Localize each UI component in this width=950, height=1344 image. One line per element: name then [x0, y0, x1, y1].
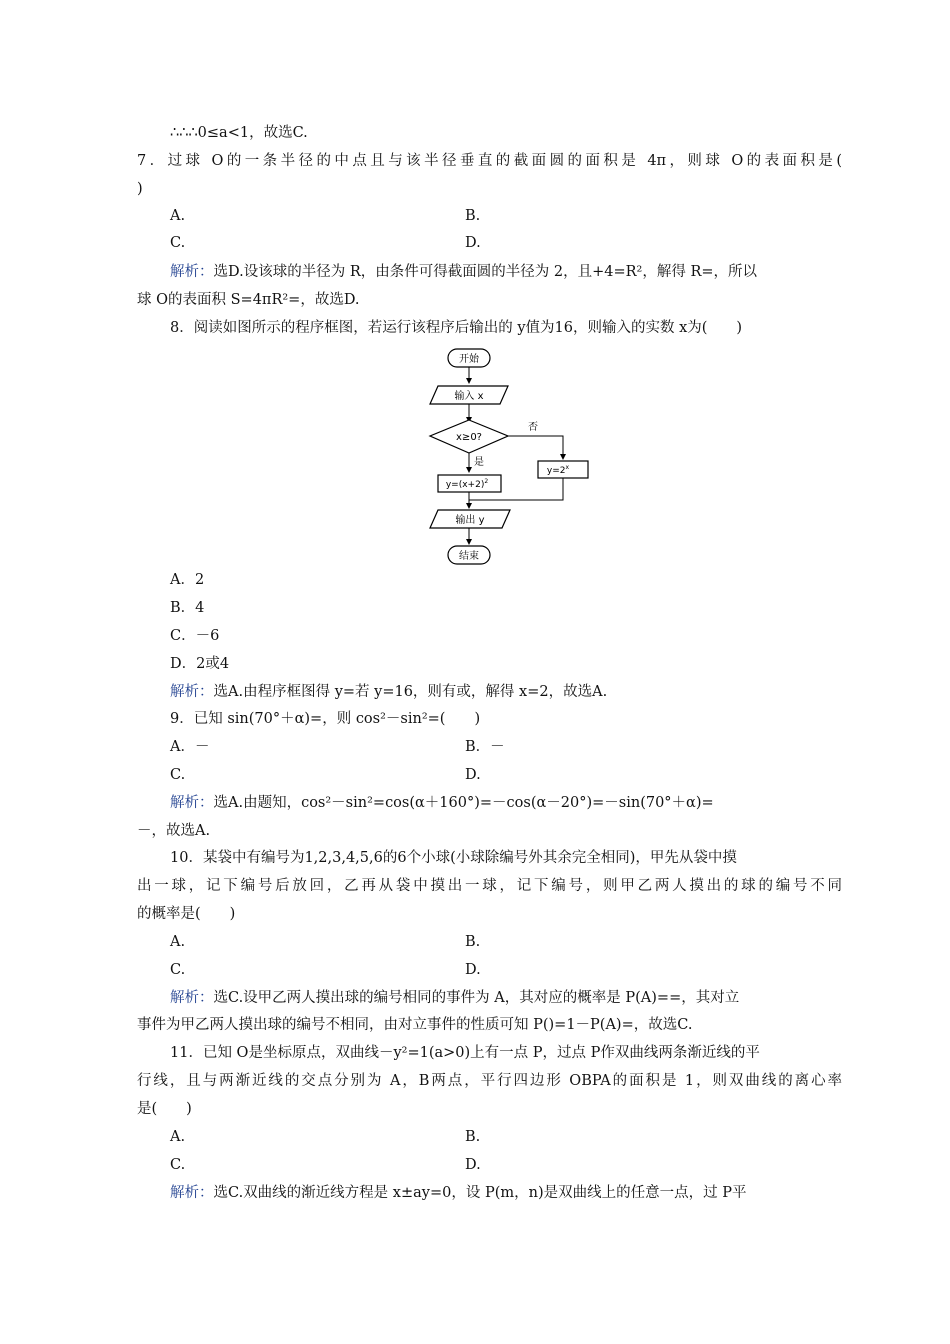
output-label: 输出 y	[455, 515, 485, 526]
solution-label: 解析：	[170, 795, 214, 811]
solution-text: 选A.由题知，cos²－sin²=cos(α＋160°)=－cos(α－20°)=－sin(70°＋α)=	[213, 795, 714, 811]
solution-7	[170, 262, 757, 282]
option-b: B.	[465, 1129, 481, 1145]
option-b: B．4	[170, 600, 205, 616]
solution-text: 选D.设该球的半径为 R，由条件可得截面圆的半径为 2，且+4=R²，解得 R=，所以	[213, 264, 758, 280]
solution-11	[170, 1183, 746, 1203]
option-c: C.	[170, 767, 186, 783]
option-b: B．－	[465, 739, 505, 755]
option-c: C.	[170, 235, 186, 251]
question-11-stem: 11．已知 O是坐标原点，双曲线－y²=1(a>0)上有一点 P，过点 P作双曲线两条渐近线的平	[170, 1045, 760, 1061]
option-b: B.	[465, 208, 481, 224]
option-a: A.	[170, 934, 186, 950]
solution-7-cont: 球 O的表面积 S=4πR²=，故选D.	[137, 292, 360, 308]
option-a: A．－	[170, 739, 210, 755]
solution-10-cont: 事件为甲乙两人摸出球的编号不相同，由对立事件的性质可知 P()=1－P(A)=，故选C.	[137, 1017, 693, 1033]
question-11-stem-cont: 行线，且与两渐近线的交点分别为 A，B两点，平行四边形 OBPA的面积是 1，则双曲线的离心率	[137, 1073, 842, 1089]
question-7-stem: 7．过球 O的一条半径的中点且与该半径垂直的截面圆的面积是 4π，则球 O的表面积是(	[137, 153, 842, 169]
process-yes-label: $y=(x+2)^2$	[445, 478, 489, 490]
input-label: 输入 x	[454, 391, 484, 402]
option-c: C.	[170, 1157, 186, 1173]
branch-yes-label: 是	[474, 457, 484, 468]
option-d: D.	[465, 767, 481, 783]
solution-8	[170, 682, 607, 702]
branch-no-label: 否	[528, 422, 538, 433]
start-label: 开始	[459, 354, 479, 365]
question-10-stem: 10．某袋中有编号为1,2,3,4,5,6的6个小球(小球除编号外其余完全相同)，甲先从袋中摸	[170, 850, 737, 866]
solution-label: 解析：	[170, 684, 214, 700]
question-11-stem-end: 是( )	[137, 1101, 192, 1117]
solution-10	[170, 988, 739, 1008]
question-9-stem: 9．已知 sin(70°＋α)=，则 cos²－sin²=( )	[170, 711, 481, 727]
text-line: ∴∴∴0≤a<1，故选C.	[170, 125, 308, 141]
solution-label: 解析：	[170, 1185, 214, 1201]
end-label: 结束	[459, 551, 479, 562]
solution-label: 解析：	[170, 990, 214, 1006]
solution-text: 选C.双曲线的渐近线方程是 x±ay=0，设 P(m，n)是双曲线上的任意一点，过 P平	[213, 1185, 747, 1201]
option-b: B.	[465, 934, 481, 950]
question-7-stem-end: )	[137, 181, 143, 197]
solution-9-cont: －，故选A.	[137, 823, 211, 839]
decision-label: x≥0?	[456, 432, 482, 443]
option-a: A．2	[170, 572, 205, 588]
option-d: D．2或4	[170, 656, 230, 672]
solution-9	[170, 793, 714, 813]
option-d: D.	[465, 962, 481, 978]
solution-label: 解析：	[170, 264, 214, 280]
option-c: C．－6	[170, 628, 220, 644]
option-a: A.	[170, 208, 186, 224]
option-d: D.	[465, 1157, 481, 1173]
process-no-label: $y=2^x$	[546, 464, 570, 476]
program-flowchart	[420, 345, 600, 567]
option-c: C.	[170, 962, 186, 978]
solution-text: 选A.由程序框图得 y=若 y=16，则有或，解得 x=2，故选A.	[213, 684, 608, 700]
option-d: D.	[465, 235, 481, 251]
option-a: A.	[170, 1129, 186, 1145]
solution-text: 选C.设甲乙两人摸出球的编号相同的事件为 A，其对应的概率是 P(A)==，其对立	[213, 990, 740, 1006]
question-10-stem-end: 的概率是( )	[137, 906, 236, 922]
question-8-stem: 8．阅读如图所示的程序框图，若运行该程序后输出的 y值为16，则输入的实数 x为( )	[170, 320, 743, 336]
question-10-stem-cont: 出一球，记下编号后放回，乙再从袋中摸出一球，记下编号，则甲乙两人摸出的球的编号不同	[137, 878, 842, 894]
